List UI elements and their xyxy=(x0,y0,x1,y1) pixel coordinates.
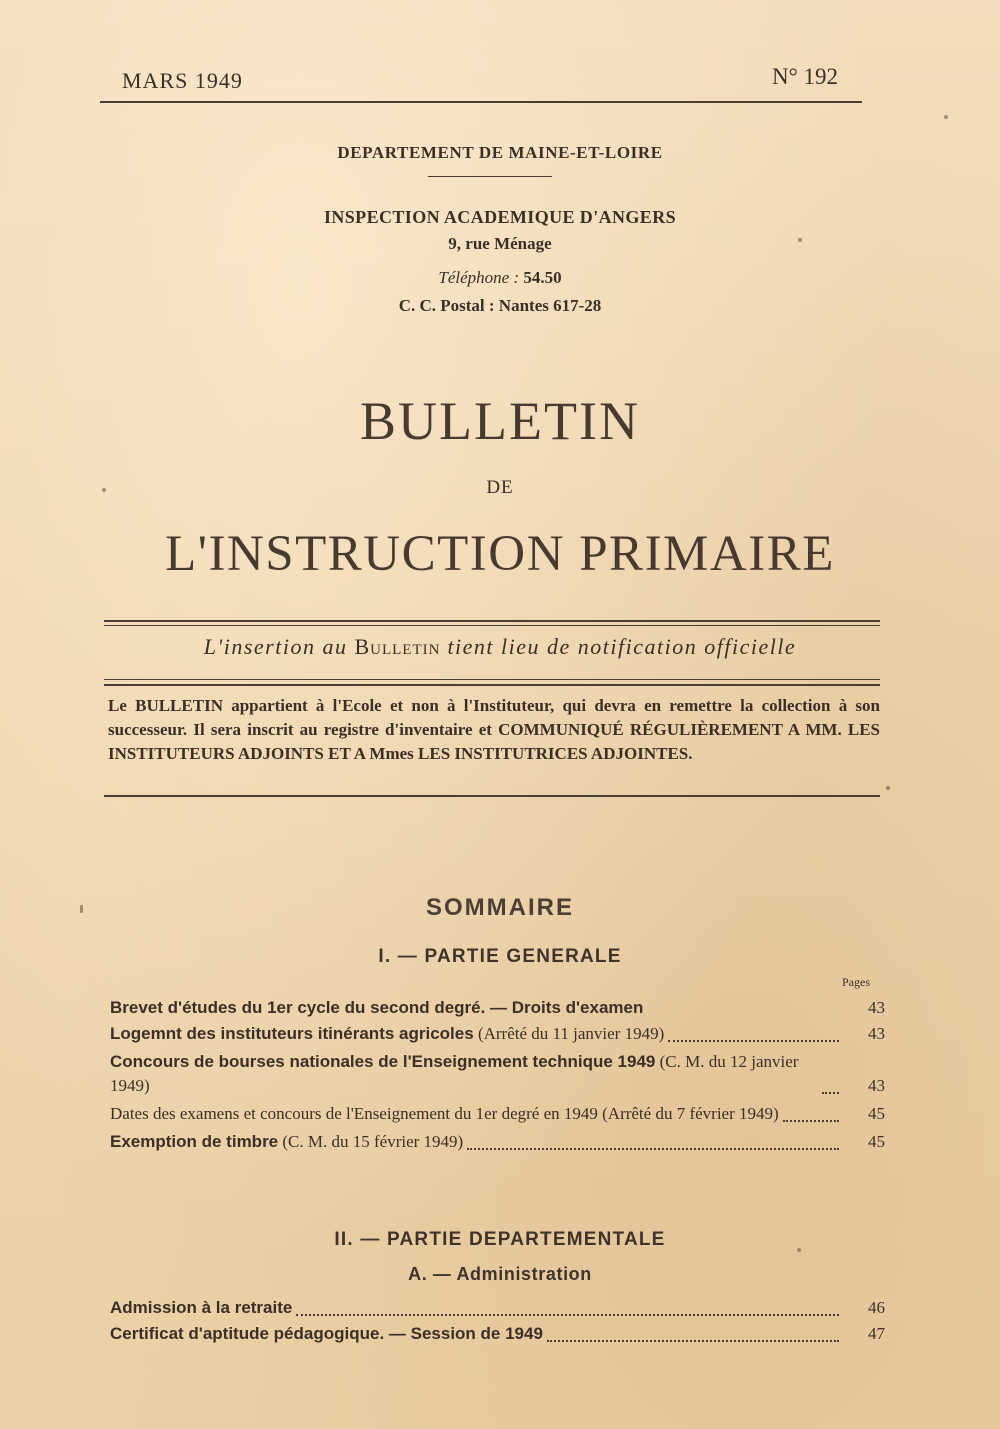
sommaire-title: SOMMAIRE xyxy=(426,894,574,921)
toc-item-page: 45 xyxy=(868,1132,885,1151)
toc-item-page: 46 xyxy=(868,1298,885,1317)
toc-item-title: Admission à la retraite xyxy=(110,1298,293,1317)
telephone-value: 54.50 xyxy=(523,268,562,287)
toc-item-title: Brevet d'études du 1er cycle du second degré. — Droits d'examen xyxy=(110,998,644,1017)
toc-item-note: (Arrêté du 7 février 1949) xyxy=(602,1104,779,1123)
part1-heading: I. — PARTIE GENERALE xyxy=(378,946,622,967)
toc-item-page: 43 xyxy=(868,1024,885,1043)
inspection-line: INSPECTION ACADEMIQUE D'ANGERS xyxy=(323,207,677,227)
title-bulletin: BULLETIN xyxy=(360,391,640,451)
toc-leader xyxy=(547,1339,839,1342)
notice-rule-top-1 xyxy=(104,620,880,622)
ownership-paragraph: Le BULLETIN appartient à l'Ecole et non à l'Instituteur, qui devra en remettre la collection à son successeur. Il sera inscrit au registre d'inventaire et COMMUNIQUÉ RÉGULIÈREMENT A MM. LES INSTITUTEURS ADJOINTS ET A Mmes LES INSTITUTRICES ADJOINTES. xyxy=(108,696,880,763)
toc-item-title: Certificat d'aptitude pédagogique. — Session de 1949 xyxy=(110,1324,543,1343)
toc-item-note: (Arrêté du 11 janvier 1949) xyxy=(477,1024,665,1043)
toc-item-page: 43 xyxy=(868,998,885,1017)
toc-leader xyxy=(783,1119,839,1122)
header-rule xyxy=(100,101,862,103)
toc-item xyxy=(110,1022,885,1046)
toc-item-text xyxy=(110,1130,463,1154)
toc-leader xyxy=(467,1147,839,1150)
telephone-line xyxy=(0,268,1000,288)
toc-item xyxy=(110,1322,885,1346)
toc-part2 xyxy=(110,1296,885,1346)
toc-item-page: 47 xyxy=(868,1324,885,1343)
paper-speck xyxy=(80,905,83,913)
toc-item xyxy=(110,1102,885,1126)
notice-rule-bottom-2 xyxy=(104,684,880,686)
toc-item-text xyxy=(110,1102,779,1126)
paper-speck xyxy=(944,115,948,119)
toc-leader xyxy=(647,1015,839,1016)
notice-part-2: Bulletin xyxy=(354,634,441,659)
paper-speck xyxy=(886,786,890,790)
toc-leader xyxy=(296,1313,839,1316)
department-line: DEPARTEMENT DE MAINE-ET-LOIRE xyxy=(337,143,663,162)
notice-part-3: tient lieu de notification officielle xyxy=(447,634,797,659)
toc-item-title: Logemnt des instituteurs itinérants agricoles xyxy=(110,1024,474,1043)
toc-leader xyxy=(822,1091,839,1094)
paper-speck xyxy=(797,1248,801,1252)
title-instruction-primaire: L'INSTRUCTION PRIMAIRE xyxy=(165,526,835,582)
title-de: DE xyxy=(486,477,514,498)
toc-item-title: Dates des examens et concours de l'Enseignement du 1er degré en 1949 xyxy=(110,1104,598,1123)
issue-number: N° 192 xyxy=(772,64,839,89)
toc-item xyxy=(110,1296,885,1320)
issue-date: MARS 1949 xyxy=(122,68,243,93)
toc-item-text xyxy=(110,1050,818,1098)
toc-item-text xyxy=(110,1022,664,1046)
part2-heading: II. — PARTIE DEPARTEMENTALE xyxy=(334,1229,666,1250)
toc-item-page: 45 xyxy=(868,1104,885,1123)
notification-notice xyxy=(0,634,1000,660)
paper-speck xyxy=(102,488,106,492)
pages-column-label: Pages xyxy=(842,975,870,989)
toc-item-note: (C. M. du 15 février 1949) xyxy=(282,1132,464,1151)
toc-leader xyxy=(668,1039,839,1042)
paper-speck xyxy=(798,238,802,242)
telephone-label: Téléphone : xyxy=(438,268,520,287)
toc-item xyxy=(110,1050,885,1098)
notice-rule-top-2 xyxy=(104,625,880,626)
toc-item-note: (C. M. du 12 janvier 1949) xyxy=(110,1052,799,1095)
postal-line: C. C. Postal : Nantes 617-28 xyxy=(398,296,602,315)
short-divider xyxy=(428,176,552,177)
toc-item-page: 43 xyxy=(868,1076,885,1095)
notice-part-1: L'insertion au xyxy=(203,634,348,659)
administration-subheading: A. — Administration xyxy=(408,1264,592,1284)
address-line: 9, rue Ménage xyxy=(448,234,552,253)
toc-part1 xyxy=(110,996,885,1154)
toc-item-title: Concours de bourses nationales de l'Enseignement technique 1949 xyxy=(110,1052,656,1071)
paragraph-rule xyxy=(104,795,880,797)
notice-rule-bottom-1 xyxy=(104,679,880,680)
toc-item-title: Exemption de timbre xyxy=(110,1132,279,1151)
toc-item xyxy=(110,1130,885,1154)
toc-item xyxy=(110,996,885,1020)
